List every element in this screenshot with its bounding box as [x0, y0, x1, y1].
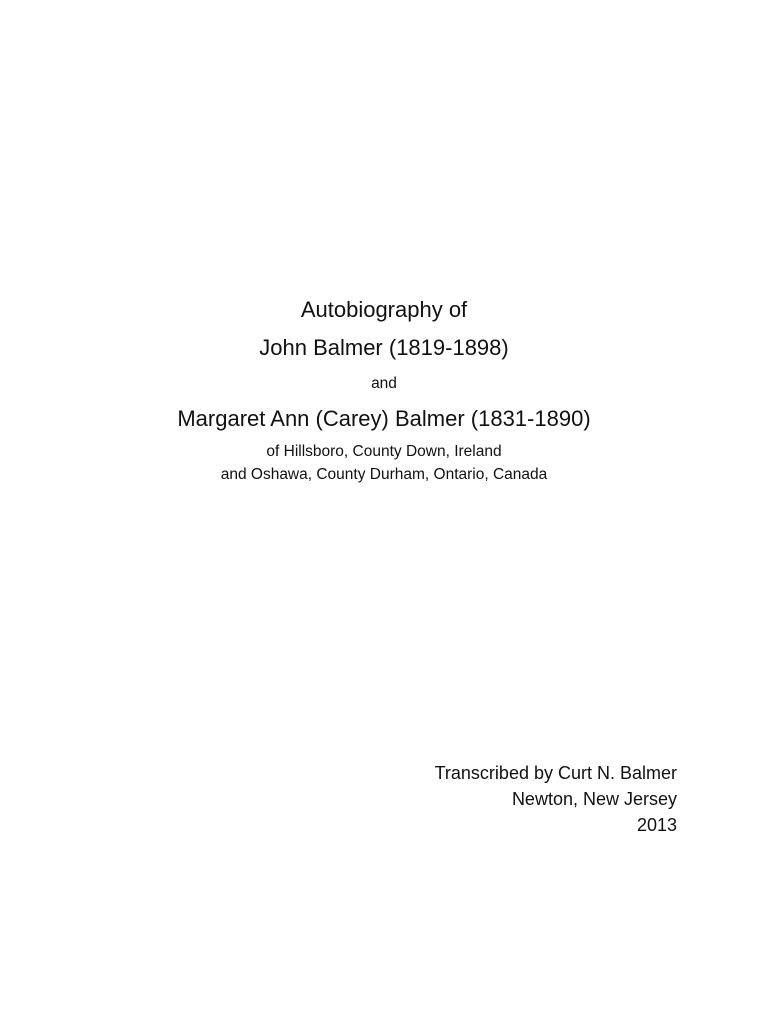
credit-block — [257, 760, 677, 838]
credit-transcriber: Transcribed by Curt N. Balmer — [434, 763, 677, 783]
location-line-oshawa: and Oshawa, County Durham, Ontario, Canada — [220, 466, 548, 483]
title-connector-and: and — [371, 375, 397, 392]
credit-year: 2013 — [636, 815, 677, 835]
credit-place: Newton, New Jersey — [511, 789, 677, 809]
location-line-hillsboro: of Hillsboro, County Down, Ireland — [266, 443, 502, 460]
title-block — [0, 296, 768, 485]
title-line-margaret-balmer: Margaret Ann (Carey) Balmer (1831-1890) — [177, 406, 591, 431]
title-line-john-balmer: John Balmer (1819-1898) — [259, 335, 509, 360]
title-line-autobiography: Autobiography of — [300, 297, 468, 322]
